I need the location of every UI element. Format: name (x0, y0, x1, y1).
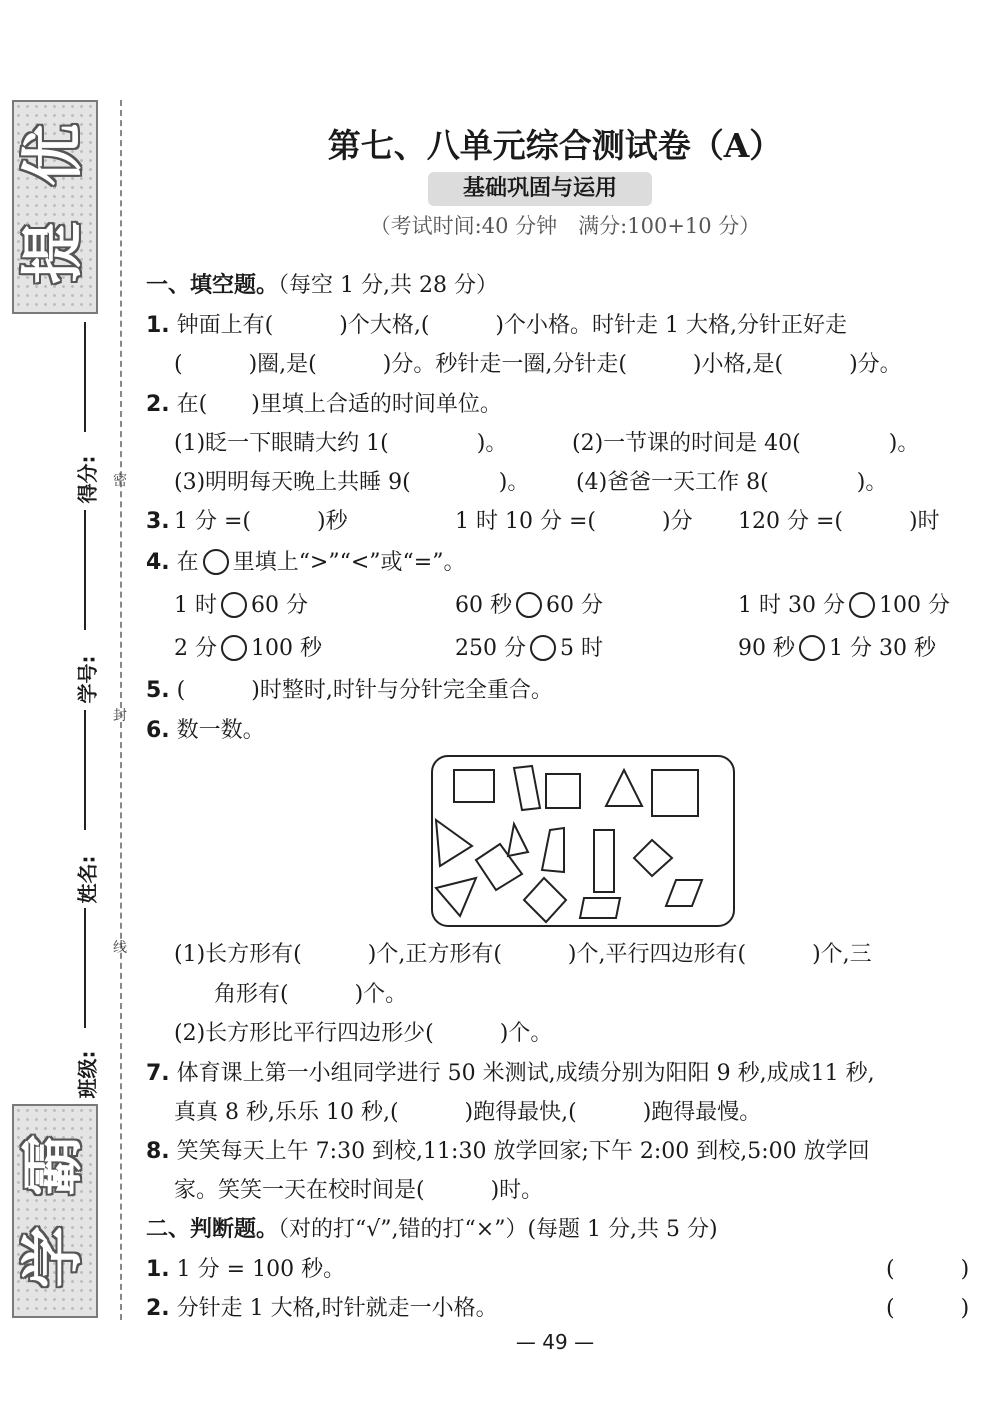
side-char-xue: 学 (16, 1226, 89, 1289)
q6-a-line1: (1)长方形有( )个,正方形有( )个,平行四边形有( )个,三 (174, 942, 872, 967)
cut-char-xian: 线 (113, 940, 127, 956)
section2-note: （对的打“√”,错的打“×”）(每题 1 分,共 5 分) (278, 1217, 718, 1242)
page-title: 第七、八单元综合测试卷（A） (327, 126, 783, 165)
q2-c: (3)明明每天晚上共睡 9( )。 (174, 470, 530, 495)
q4-item-left: 90 秒 (738, 636, 795, 661)
rectangle-shape (514, 766, 540, 810)
q4-post: 里填上“>”“<”或“=”。 (232, 550, 466, 575)
subtitle-badge: 基础巩固与运用 (428, 172, 652, 206)
compare-circle-icon[interactable] (516, 592, 542, 618)
square-shape (634, 840, 672, 876)
q6-a-line2: 角形有( )个。 (214, 982, 408, 1007)
class-label: 班级: (75, 1050, 100, 1099)
section1-title: 一、填空题。 (146, 273, 279, 298)
q5-number: 5. (146, 678, 170, 703)
compare-circle-icon[interactable] (221, 592, 247, 618)
q4-item-2 (455, 592, 603, 620)
q4-item-3 (738, 592, 950, 620)
parallelogram-shape (580, 898, 620, 918)
q4-item-5 (455, 635, 603, 663)
q4-item-left: 1 时 30 分 (738, 593, 845, 618)
section2-heading (146, 1216, 718, 1244)
score-label: 得分: (75, 455, 100, 504)
triangle-shape (606, 770, 642, 806)
section1-note: （每空 1 分,共 28 分） (278, 273, 498, 298)
q6-number: 6. (146, 718, 170, 743)
name-label: 姓名: (75, 855, 100, 904)
q7-line2: 真真 8 秒,乐乐 10 秒,( )跑得最快,( )跑得最慢。 (174, 1100, 762, 1125)
q3-line (146, 508, 170, 536)
q8-line1 (146, 1138, 870, 1166)
triangle-shape (508, 824, 528, 856)
q8-line2: 家。笑笑一天在校时间是( )时。 (174, 1178, 544, 1203)
q4-item-left: 1 时 (174, 593, 217, 618)
q2-number: 2. (146, 392, 170, 417)
section2-title: 二、判断题。 (146, 1217, 279, 1242)
q4-item-4 (174, 635, 322, 663)
q2-d: (4)爸爸一天工作 8( )。 (576, 470, 888, 495)
q7-line1 (146, 1060, 875, 1088)
square-shape (524, 878, 566, 922)
class-line (84, 908, 86, 1028)
id-line (84, 510, 86, 630)
q4-item-right: 60 分 (546, 593, 603, 618)
q7-text-1: 体育课上第一小组同学进行 50 米测试,成绩分别为阳阳 9 秒,成成11 秒, (176, 1061, 875, 1086)
q8-text-1: 笑笑每天上午 7:30 到校,11:30 放学回家;下午 2:00 到校,5:00 放学回 (176, 1139, 870, 1164)
page-number: — 49 — (515, 1330, 595, 1354)
q3-c: 120 分 =( )时 (738, 509, 940, 534)
s2-q1-text: 1 分 = 100 秒。 (176, 1257, 346, 1282)
s2-q2-answer-blank[interactable]: ( ) (886, 1296, 970, 1321)
s2-q2-text: 分针走 1 大格,时针就走一小格。 (176, 1296, 498, 1321)
compare-circle-icon[interactable] (849, 592, 875, 618)
q4-item-left: 2 分 (174, 636, 217, 661)
s2-q1-number: 1. (146, 1257, 170, 1282)
q2-text: 在( )里填上合适的时间单位。 (176, 392, 502, 417)
rectangle-shape (594, 830, 614, 892)
circle-icon (203, 549, 229, 575)
triangle-shape (436, 820, 472, 866)
section1-heading (146, 272, 498, 300)
shapes-figure (430, 754, 736, 928)
exam-meta: （考试时间:40 分钟 满分:100+10 分） (369, 214, 761, 238)
s2-q2-number: 2. (146, 1296, 170, 1321)
q3-b: 1 时 10 分 =( )分 (455, 509, 693, 534)
side-char-ti: 提 (16, 222, 89, 285)
name-line (84, 710, 86, 830)
q3-a: 1 分 =( )秒 (174, 509, 348, 534)
parallelogram-shape (542, 828, 564, 872)
q4-item-right: 5 时 (560, 636, 603, 661)
square-shape (546, 774, 580, 808)
q4-item-right: 1 分 30 秒 (829, 636, 936, 661)
q6-text: 数一数。 (176, 718, 265, 743)
rectangle-shape (454, 770, 494, 802)
rectangle-shape (476, 844, 522, 890)
q3-number: 3. (146, 509, 170, 534)
s2-q1-line (146, 1256, 345, 1284)
s2-q1-answer-blank[interactable]: ( ) (886, 1257, 970, 1282)
q4-pre: 在 (176, 550, 199, 575)
side-char-ba: 霸 (16, 1134, 89, 1197)
side-char-you: 优 (16, 124, 89, 187)
q4-item-right: 100 秒 (251, 636, 322, 661)
cut-char-mi: 密 (113, 473, 127, 489)
q4-line (146, 549, 465, 577)
q2-b: (2)一节课的时间是 40( )。 (572, 431, 920, 456)
q2-a: (1)眨一下眼睛大约 1( )。 (174, 431, 508, 456)
compare-circle-icon[interactable] (799, 635, 825, 661)
square-shape (652, 770, 698, 816)
id-label: 学号: (75, 655, 100, 704)
compare-circle-icon[interactable] (221, 635, 247, 661)
q7-number: 7. (146, 1061, 170, 1086)
q2-line1 (146, 391, 502, 419)
s2-q2-line (146, 1295, 498, 1323)
q4-item-1 (174, 592, 308, 620)
q6-b-line: (2)长方形比平行四边形少( )个。 (174, 1021, 553, 1046)
q1-line2 (174, 351, 902, 379)
score-line (84, 322, 86, 432)
q5-line (146, 677, 553, 705)
q8-number: 8. (146, 1139, 170, 1164)
q4-item-left: 60 秒 (455, 593, 512, 618)
q1-text-2: ( )圈,是( )分。秒针走一圈,分针走( )小格,是( )分。 (174, 352, 902, 377)
parallelogram-shape (666, 880, 702, 906)
q6-line (146, 717, 265, 745)
compare-circle-icon[interactable] (530, 635, 556, 661)
cut-char-feng: 封 (113, 708, 127, 724)
q4-item-right: 60 分 (251, 593, 308, 618)
q1-number: 1. (146, 313, 170, 338)
q1-line1 (146, 312, 847, 340)
q5-text: ( )时整时,时针与分针完全重合。 (176, 678, 553, 703)
q4-item-6 (738, 635, 936, 663)
q1-text-1: 钟面上有( )个大格,( )个小格。时针走 1 大格,分针正好走 (176, 313, 847, 338)
q4-item-right: 100 分 (878, 593, 950, 618)
q4-item-left: 250 分 (455, 636, 526, 661)
q4-number: 4. (146, 550, 170, 575)
triangle-shape (436, 878, 476, 916)
